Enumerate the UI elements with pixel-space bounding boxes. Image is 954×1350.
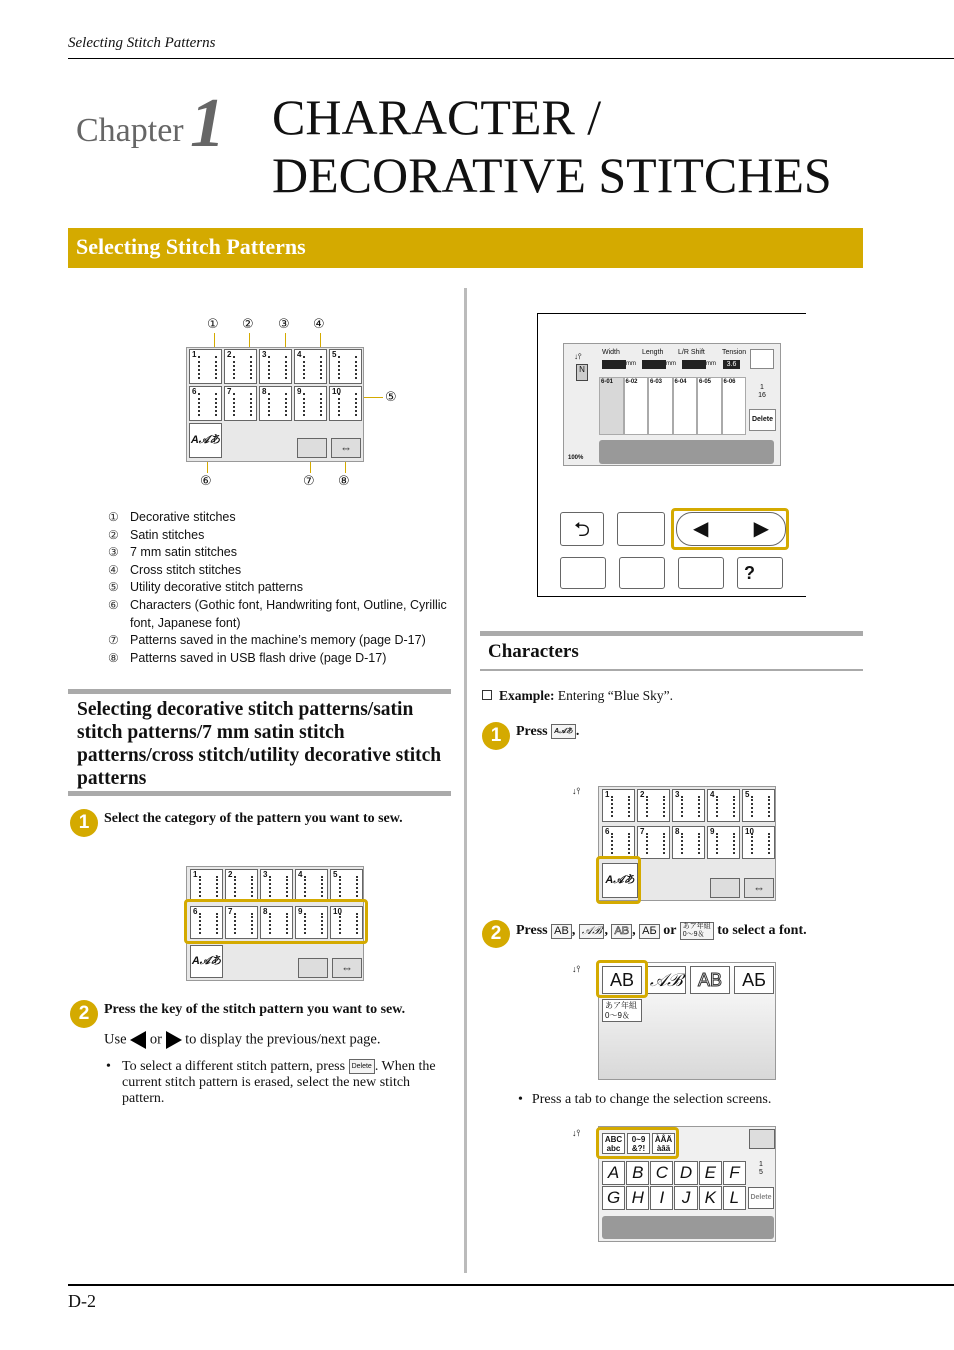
right-step-1-text: Press A𝒜あ . [516, 724, 580, 739]
delete-button[interactable]: Delete [749, 409, 776, 431]
delete-key-icon: Delete [349, 1059, 375, 1074]
letter-key[interactable]: A [602, 1161, 625, 1185]
legend-item: ④ Cross stitch stitches [108, 562, 242, 577]
right-step-2-text: Press AB , 𝒜ℬ , AB , АБ or あア年組 0～9＆ to select a font. [516, 923, 807, 939]
use-line: Use or to display the previous/next page. [104, 1031, 381, 1048]
chapter-title-line2: DECORATIVE STITCHES [272, 147, 832, 203]
key-1[interactable]: 1 [190, 869, 223, 902]
stitch-6-04[interactable]: 6-04 [673, 377, 698, 435]
section-band [68, 228, 863, 268]
stitch-list-button[interactable] [560, 557, 606, 589]
key-8[interactable]: 8 [259, 386, 292, 421]
key-10[interactable]: 10 [742, 826, 775, 859]
stitch-6-03[interactable]: 6-03 [648, 377, 673, 435]
callout-8: ⑧ [338, 474, 350, 489]
key-3[interactable]: 3 [672, 789, 705, 822]
help-button[interactable]: ? [737, 557, 783, 589]
key-5[interactable]: 5 [742, 789, 775, 822]
key-3[interactable]: 3 [260, 869, 293, 902]
legend-item: ② Satin stitches [108, 527, 205, 542]
right-arrow-icon [166, 1031, 182, 1049]
letter-key[interactable]: K [699, 1186, 722, 1210]
key-utility[interactable]: 5 [329, 349, 362, 384]
letter-key[interactable]: H [626, 1186, 649, 1210]
page-number: D-2 [68, 1291, 96, 1311]
handwriting-font-icon: 𝒜ℬ [579, 924, 605, 939]
callout-1: ① [207, 317, 219, 332]
letter-key[interactable]: B [626, 1161, 649, 1185]
legend-item: ⑥ Characters (Gothic font, Handwriting font, Outline, Cyrillic font, Japanese font) [108, 597, 447, 630]
key-9[interactable]: 9 [295, 906, 328, 939]
memory-icon[interactable] [710, 878, 740, 898]
right-bullet: • Press a tab to change the selection screens. [518, 1092, 772, 1107]
usb-icon[interactable]: ⇔ [332, 958, 362, 978]
presser-foot-indicator: N [576, 364, 588, 381]
key-6[interactable]: 6 [189, 386, 222, 421]
char-delete-button[interactable]: Delete [748, 1187, 774, 1209]
letter-key[interactable]: D [674, 1161, 697, 1185]
highlight-nav [671, 508, 789, 550]
stitch-screen: ↓⫯ N 100% Width Length L/R Shift Tension mm mm mm 3.6 6-01 6-02 6-03 6-04 6-05 6-06 1 16 Delete [563, 343, 781, 466]
stitch-settings-icon[interactable] [750, 349, 774, 369]
step-2-badge: 2 [70, 1000, 98, 1028]
letter-key[interactable]: I [650, 1186, 673, 1210]
key-characters[interactable]: A𝒜あ [189, 423, 222, 458]
stitch-code-grid [599, 377, 746, 435]
running-head: Selecting Stitch Patterns [68, 35, 216, 51]
tension-value: 3.6 [723, 360, 740, 369]
highlight-char-tabs [596, 1127, 679, 1159]
letter-key[interactable]: L [723, 1186, 746, 1210]
settings-icon[interactable] [749, 1129, 775, 1149]
letter-key[interactable]: F [723, 1161, 746, 1185]
tab-letters[interactable]: ABC abc [602, 1133, 625, 1154]
char-toolbar [602, 1216, 774, 1239]
font-tab-cyrillic[interactable]: АБ [734, 966, 774, 994]
image-button[interactable] [619, 557, 665, 589]
key-2[interactable]: 2 [637, 789, 670, 822]
callout-4: ④ [313, 317, 325, 332]
legend-item: ① Decorative stitches [108, 510, 236, 524]
key-9[interactable]: 9 [294, 386, 327, 421]
callout-7: ⑦ [303, 474, 315, 489]
key-characters[interactable]: A𝒜あ [190, 945, 223, 978]
letter-key[interactable]: C [650, 1161, 673, 1185]
characters-heading-box [480, 631, 863, 671]
key-10[interactable]: 10 [330, 906, 363, 939]
usb-icon[interactable]: ⇔ [331, 438, 361, 458]
stitch-6-02[interactable]: 6-02 [624, 377, 649, 435]
memory-button[interactable] [678, 557, 724, 589]
letter-key[interactable]: E [699, 1161, 722, 1185]
highlight-characters-key [596, 856, 641, 904]
characters-heading: Characters [488, 641, 579, 662]
zoom-level: 100% [568, 455, 584, 461]
gothic-font-icon: AB [551, 924, 572, 939]
chapter-number: 1 [190, 85, 225, 162]
font-tab-gothic[interactable]: AB [602, 966, 642, 994]
right-step-2-badge: 2 [482, 920, 510, 948]
callout-2: ② [242, 317, 254, 332]
key-7[interactable]: 7 [224, 386, 257, 421]
cyrillic-font-icon: АБ [639, 924, 660, 939]
step-1-badge: 1 [70, 809, 98, 837]
left-bullet: • To select a different stitch pattern, press Delete . When the current stitch pattern is erased, select the new stitch pattern. [106, 1059, 436, 1106]
callout-5: ⑤ [385, 390, 397, 405]
page-indicator: 1 16 [758, 384, 766, 399]
legend-list [108, 509, 453, 667]
highlight-font-tab [596, 960, 648, 998]
chapter-title [272, 88, 832, 204]
prev-page-icon[interactable]: ◀ [693, 516, 709, 540]
footer-rule [68, 1284, 954, 1286]
tab-accented[interactable]: ÀÂÄ àâä [652, 1133, 675, 1154]
stitch-6-06[interactable]: 6-06 [722, 377, 747, 435]
key-7[interactable]: 7 [225, 906, 258, 939]
key-9[interactable]: 9 [707, 826, 740, 859]
legend-item: ⑧ Patterns saved in USB flash drive (page D-17) [108, 650, 387, 665]
highlight-row [184, 899, 368, 944]
usb-icon[interactable]: ⇔ [744, 878, 774, 898]
right-step-1-badge: 1 [482, 722, 510, 750]
legend-item: ⑦ Patterns saved in the machine’s memory (page D-17) [108, 633, 426, 648]
needle-position-button[interactable] [617, 512, 665, 546]
subsection-heading-box [68, 689, 451, 796]
column-divider [464, 288, 467, 1273]
memory-icon[interactable] [298, 958, 328, 978]
callout-3: ③ [278, 317, 290, 332]
font-tab-japanese[interactable]: あア年組 0～9＆ [602, 999, 642, 1022]
characters-key-icon: A𝒜あ [551, 724, 576, 739]
chapter-title-line1: CHARACTER / [272, 89, 602, 145]
letter-key[interactable]: J [674, 1186, 697, 1210]
key-8[interactable]: 8 [672, 826, 705, 859]
letter-key[interactable]: G [602, 1186, 625, 1210]
section-title: Selecting Stitch Patterns [76, 234, 306, 259]
key-4[interactable]: 4 [295, 869, 328, 902]
japanese-font-icon: あア年組 0～9＆ [680, 922, 714, 940]
memory-icon[interactable] [297, 438, 327, 458]
key-characters[interactable]: A𝒜あ [602, 863, 638, 898]
step-1-text: Select the category of the pattern you want to sew. [104, 811, 403, 826]
key-10[interactable]: 10 [329, 386, 362, 421]
char-page-indicator: 1 5 [759, 1161, 763, 1176]
key-8[interactable]: 8 [260, 906, 293, 939]
key-2[interactable]: 2 [225, 869, 258, 902]
subsection-heading: Selecting decorative stitch patterns/satin stitch patterns/7 mm satin stitch patterns/cross stitch/utility decorative stitch patterns [77, 699, 442, 789]
next-page-icon[interactable]: ▶ [753, 516, 769, 540]
key-7mm-satin[interactable]: 3 [259, 349, 292, 384]
header-rule [68, 58, 954, 59]
example-line: Example: Entering “Blue Sky”. [482, 688, 673, 704]
back-button[interactable]: ⮌ [560, 512, 604, 546]
stitch-screen-frame [537, 313, 806, 597]
stitch-6-01[interactable]: 6-01 [599, 377, 624, 435]
stitch-6-05[interactable]: 6-05 [697, 377, 722, 435]
letter-grid [602, 1161, 746, 1209]
key-4[interactable]: 4 [707, 789, 740, 822]
callout-6: ⑥ [200, 474, 212, 489]
legend-item: ③ 7 mm satin stitches [108, 545, 237, 560]
key-7[interactable]: 7 [637, 826, 670, 859]
step-2-text: Press the key of the stitch pattern you want to sew. [104, 1002, 406, 1017]
key-6[interactable]: 6 [602, 826, 635, 859]
key-5[interactable]: 5 [330, 869, 363, 902]
left-arrow-icon [130, 1031, 146, 1049]
key-1[interactable]: 1 [602, 789, 635, 822]
outline-font-icon: AB [611, 924, 632, 939]
key-cross-stitch[interactable]: 4 [294, 349, 327, 384]
key-satin[interactable]: 2 [224, 349, 257, 384]
category-diagram [160, 315, 410, 495]
legend-item: ⑤ Utility decorative stitch patterns [108, 580, 303, 595]
tab-numbers[interactable]: 0~9 &?! [627, 1133, 650, 1154]
key-6[interactable]: 6 [190, 906, 223, 939]
stitch-toolbar [599, 440, 774, 464]
key-decorative[interactable]: 1 [189, 349, 222, 384]
chapter-word: Chapter [76, 112, 184, 149]
font-tab-outline[interactable]: AB [690, 966, 730, 994]
font-tab-handwriting[interactable]: 𝒜ℬ [646, 966, 686, 994]
